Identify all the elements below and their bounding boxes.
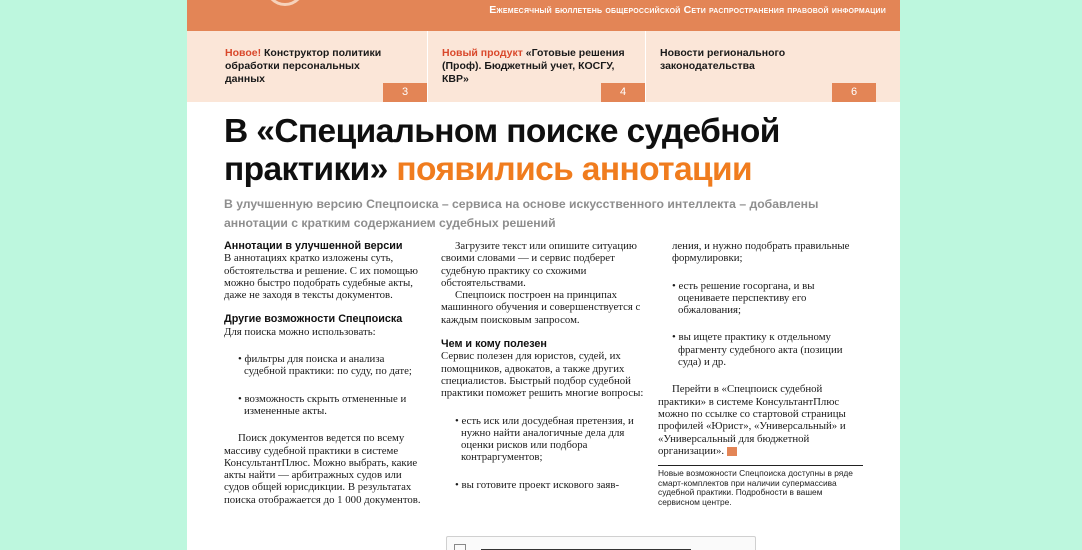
teaser-text: Новости регионального законодательства [660,47,786,72]
bullet-item: • фильтры для поиска и анализа судебной практики: по суду, по дате; [238,353,412,378]
paragraph: Загрузите текст или опишите ситуацию своими словами — и сервис подберет судебную практику со схожими обстоятельствами. [441,240,637,289]
paragraph: Для поиска можно использовать: [224,325,376,338]
teaser-highlight: Новое! [225,47,262,59]
bullet-item: • вы ищете практику к отдельному фрагменту судебного акта (позиции суда) и др. [672,331,843,369]
teaser-text: «Готовые решения (Проф). Бюджетный учет, КОСГУ, КВР» [442,47,625,85]
article-title-main: В «Специальном поиске судебной практики» [224,113,780,188]
article-title [224,113,884,189]
bulletin-page [187,0,900,550]
section-heading: Чем и кому полезен [441,338,547,351]
teaser-item-regional-news[interactable] [646,31,876,102]
paragraph: Спецпоиск построен на принципах машинного обучения и совершенствуется с каждым поисковым запросом. [441,289,641,326]
screenshot-preview [446,536,756,550]
article-column-2 [441,240,646,491]
teaser-page-number: 3 [383,83,427,102]
teaser-strip [187,31,900,102]
article-column-1 [224,240,429,506]
bullet-item: • возможность скрыть отмененные и измененные акты. [238,392,407,417]
footnote: Новые возможности Спецпоиска доступны в ряде смарт-комплектов при наличии супермассива судебной практики. Подробности в вашем сервисном центре. [658,468,853,507]
article-lead: В улучшенную версию Спецпоиска – сервиса на основе искусственного интеллекта – добавлены аннотации с кратким содержанием судебных решений [224,197,819,230]
article-column-3 [658,240,863,508]
bullet-continuation: ления, и нужно подобрать правильные формулировки; [672,240,850,265]
teaser-item-ready-solutions[interactable] [428,31,646,102]
bullet-item: • вы готовите проект искового заяв- [455,478,620,491]
bulletin-subtitle: Ежемесячный бюллетень общероссийской Сети распространения правовой информации [489,4,886,16]
end-of-article-mark: КП [727,447,737,456]
paragraph: Сервис полезен для юристов, судей, их помощников, адвокатов, а также других специалистов. Быстрый подбор судебной практики поможет решить многие вопросы: [441,350,644,400]
section-heading: Аннотации в улучшенной версии [224,240,403,252]
teaser-item-constructor[interactable] [187,31,428,102]
article-title-accent: появились аннотации [396,151,752,188]
bullet-item: • есть решение госоргана, и вы оцениваете перспективу его обжалования; [672,279,815,317]
bullet-item: • есть иск или досудебная претензия, и нужно найти аналогичные дела для оценки рисков или подбора контраргументов; [455,414,634,464]
section-heading: Другие возможности Спецпоиска [224,313,403,326]
document-icon [454,544,466,550]
teaser-highlight: Новый продукт [442,47,523,59]
closing-paragraph-text: Перейти в «Спецпоиск судебной практики» в системе КонсультантПлюс можно по ссылке со стартовой страницы профилей «Юрист», «Универсальный» и «Универсальный для бюджетной организации». [658,383,846,457]
paragraph: Поиск документов ведется по всему массиву судебной практики в системе КонсультантПлюс. Можно выбрать, какие акты найти — арбитражных судов или судов общей юрисдикции. В результатах поиска отображается до 1 000 документов. [224,432,421,506]
teaser-page-number: 4 [601,83,645,102]
note-divider [658,465,863,466]
teaser-page-number: 6 [832,83,876,102]
logo-arc-icon [265,0,305,6]
paragraph: В аннотациях кратко изложены суть, обстоятельства и решение. С их помощью можно быстро подобрать судебные акты, даже не заходя в тексты документов. [224,252,419,302]
teaser-text: Конструктор политики обработки персональных данных [225,47,382,85]
header-bar [187,0,900,31]
paragraph [658,383,863,457]
